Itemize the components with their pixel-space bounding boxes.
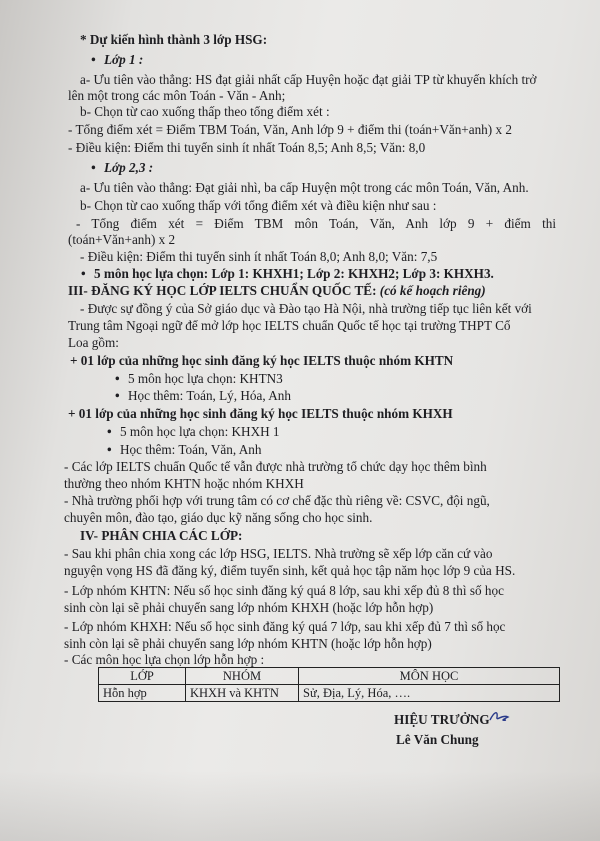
text-line: lên một trong các môn Toán - Văn - Anh; bbox=[68, 88, 286, 103]
text-line: a- Ưu tiên vào thẳng: HS đạt giải nhất cấp Huyện hoặc đạt giải TP từ khuyến khích trở bbox=[80, 72, 537, 87]
text-line: b- Chọn từ cao xuống thấp với tổng điểm xét và điều kiện như sau : bbox=[80, 198, 437, 213]
text-line: sinh còn lại sẽ phải chuyển sang lớp nhóm KHTN (hoặc lớp hỗn hợp) bbox=[64, 636, 432, 651]
ielts-heading-note: (có kế hoạch riêng) bbox=[379, 283, 486, 298]
ielts-khtn-class: + 01 lớp của những học sinh đăng ký học IELTS thuộc nhóm KHTN bbox=[70, 353, 454, 368]
text-line: - Nhà trường phối hợp với trung tâm có cơ chế đặc thù riêng về: CSVC, đội ngũ, bbox=[64, 493, 490, 508]
text-line: • 5 môn học lựa chọn: KHTN3 bbox=[128, 371, 283, 387]
principal-name: Lê Văn Chung bbox=[396, 732, 479, 747]
text-line: (toán+Văn+anh) x 2 bbox=[68, 232, 176, 247]
table-header: LỚP bbox=[99, 668, 186, 685]
ielts-heading bbox=[68, 283, 486, 299]
text-line: - Tổng điểm xét = Điểm TBM môn Toán, Văn, Anh lớp 9 + điểm thi bbox=[76, 216, 556, 231]
text-line: chuyên môn, đào tạo, giáo dục kỹ năng sống cho học sinh. bbox=[64, 510, 373, 525]
text-line: - Lớp nhóm KHXH: Nếu số học sinh đăng ký quá 7 lớp, sau khi xếp đủ 7 thì số học bbox=[64, 619, 506, 634]
text-line: • 5 môn học lựa chọn: KHXH 1 bbox=[120, 424, 280, 440]
section-iv-heading: IV- PHÂN CHIA CÁC LỚP: bbox=[80, 528, 243, 543]
class-1-heading: • Lớp 1 : bbox=[104, 52, 143, 68]
signature-mark-icon bbox=[488, 708, 512, 726]
table-header: NHÓM bbox=[186, 668, 299, 685]
text-line: - Sau khi phân chia xong các lớp HSG, IELTS. Nhà trường sẽ xếp lớp căn cứ vào bbox=[64, 546, 493, 561]
text-line: - Các môn học lựa chọn lớp hỗn hợp : bbox=[64, 652, 265, 667]
text-line: nguyện vọng HS đã đăng ký, điểm tuyển sinh, kết quả học tập năm học lớp 9 của HS. bbox=[64, 563, 516, 578]
text-line: sinh còn lại sẽ phải chuyển sang lớp nhóm KHXH (hoặc lớp hỗn hợp) bbox=[64, 600, 434, 615]
ielts-khxh-class: + 01 lớp của những học sinh đăng ký học IELTS thuộc nhóm KHXH bbox=[68, 406, 453, 421]
table-cell: Hỗn hợp bbox=[99, 685, 186, 702]
class-2-3-heading: • Lớp 2,3 : bbox=[104, 160, 153, 176]
table-row bbox=[99, 685, 560, 702]
mixed-class-table bbox=[98, 667, 560, 702]
text-line: - Tổng điểm xét = Điểm TBM Toán, Văn, Anh lớp 9 + điểm thi (toán+Văn+anh) x 2 bbox=[68, 122, 512, 137]
table-header-row bbox=[99, 668, 560, 685]
table-header: MÔN HỌC bbox=[299, 668, 560, 685]
text-line: b- Chọn từ cao xuống thấp theo tổng điểm xét : bbox=[80, 104, 330, 119]
text-line: - Được sự đồng ý của Sở giáo dục và Đào tạo Hà Nội, nhà trường tiếp tục liên kết với bbox=[80, 301, 532, 316]
hsg-heading: * Dự kiến hình thành 3 lớp HSG: bbox=[80, 32, 268, 47]
elective-subjects-line: • 5 môn học lựa chọn: Lớp 1: KHXH1; Lớp 2: KHXH2; Lớp 3: KHXH3. bbox=[94, 266, 494, 282]
text-line: Loa gồm: bbox=[68, 335, 119, 350]
text-line: - Các lớp IELTS chuẩn Quốc tế vẫn được nhà trường tổ chức dạy học thêm bình bbox=[64, 459, 487, 474]
text-line: - Điều kiện: Điểm thi tuyển sinh ít nhất Toán 8,5; Anh 8,5; Văn: 8,0 bbox=[68, 140, 426, 155]
text-line: - Lớp nhóm KHTN: Nếu số học sinh đăng ký quá 8 lớp, sau khi xếp đủ 8 thì số học bbox=[64, 583, 504, 598]
principal-title: HIỆU TRƯỞNG bbox=[394, 712, 490, 727]
text-line: thường theo nhóm KHTN hoặc nhóm KHXH bbox=[64, 476, 304, 491]
table-cell: KHXH và KHTN bbox=[186, 685, 299, 702]
ielts-heading-title: III- ĐĂNG KÝ HỌC LỚP IELTS CHUẨN QUỐC TẾ: bbox=[68, 283, 377, 298]
text-line: - Điều kiện: Điểm thi tuyển sinh ít nhất Toán 8,0; Anh 8,0; Văn: 7,5 bbox=[80, 249, 438, 264]
text-line: • Học thêm: Toán, Văn, Anh bbox=[120, 442, 261, 458]
text-line: a- Ưu tiên vào thẳng: Đạt giải nhì, ba cấp Huyện một trong các môn Toán, Văn, Anh. bbox=[80, 180, 529, 195]
text-line: • Học thêm: Toán, Lý, Hóa, Anh bbox=[128, 388, 291, 404]
photo-shadow bbox=[0, 771, 600, 841]
text-line: Trung tâm Ngoại ngữ để mở lớp học IELTS chuẩn Quốc tế học tại trường THPT Cổ bbox=[68, 318, 511, 333]
table-cell: Sử, Địa, Lý, Hóa, …. bbox=[299, 685, 560, 702]
